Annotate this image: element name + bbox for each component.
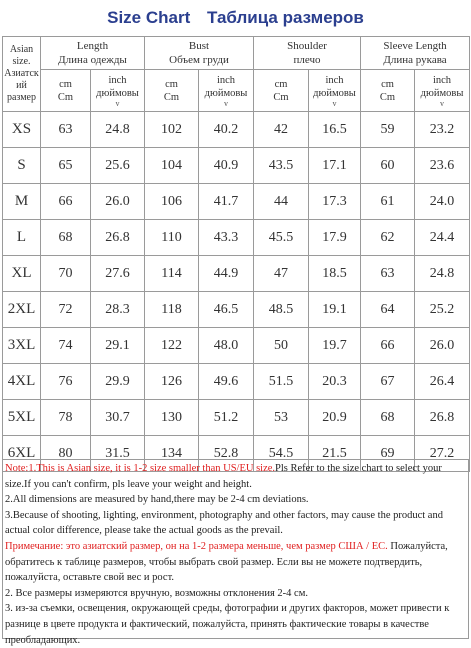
length-header: Length Длина одежды	[41, 37, 145, 70]
value-cell: 41.7	[199, 184, 254, 220]
value-cell: 44	[254, 184, 309, 220]
value-cell: 63	[41, 112, 91, 148]
size-cell: 3XL	[3, 328, 41, 364]
value-cell: 42	[254, 112, 309, 148]
value-cell: 21.5	[309, 436, 361, 472]
value-cell: 28.3	[91, 292, 145, 328]
value-cell: 17.3	[309, 184, 361, 220]
value-cell: 16.5	[309, 112, 361, 148]
unit-cm-cell: cm Cm	[41, 70, 91, 112]
value-cell: 110	[145, 220, 199, 256]
value-cell: 72	[41, 292, 91, 328]
value-cell: 134	[145, 436, 199, 472]
size-cell: M	[3, 184, 41, 220]
value-cell: 46.5	[199, 292, 254, 328]
unit-cm-cell: cm Cm	[145, 70, 199, 112]
title-en: Size Chart	[107, 8, 191, 27]
note-ru-3: 3. из-за съемки, освещения, окружающей среды, фотографии и других факторов, может привести к разнице в цвете продукта и фактический, пожалуйста, принять фактические товары в качестве преобладающих.	[5, 603, 450, 646]
value-cell: 24.4	[415, 220, 470, 256]
chevron-down-icon: v	[332, 98, 337, 108]
table-row	[3, 184, 470, 220]
note-en-2: 2.All dimensions are measured by hand,there may be 2-4 cm deviations.	[5, 494, 309, 506]
value-cell: 26.0	[91, 184, 145, 220]
value-cell: 25.6	[91, 148, 145, 184]
size-cell: L	[3, 220, 41, 256]
value-cell: 29.9	[91, 364, 145, 400]
value-cell: 70	[41, 256, 91, 292]
value-cell: 69	[361, 436, 415, 472]
value-cell: 126	[145, 364, 199, 400]
value-cell: 18.5	[309, 256, 361, 292]
table-row	[3, 400, 470, 436]
table-row	[3, 220, 470, 256]
value-cell: 102	[145, 112, 199, 148]
table-row	[3, 292, 470, 328]
value-cell: 106	[145, 184, 199, 220]
chart-title	[0, 0, 471, 36]
value-cell: 23.2	[415, 112, 470, 148]
size-cell: XL	[3, 256, 41, 292]
value-cell: 40.9	[199, 148, 254, 184]
unit-cm-cell: cm Cm	[254, 70, 309, 112]
table-row	[3, 328, 470, 364]
value-cell: 26.8	[91, 220, 145, 256]
size-table	[2, 36, 470, 472]
value-cell: 49.6	[199, 364, 254, 400]
value-cell: 78	[41, 400, 91, 436]
value-cell: 45.5	[254, 220, 309, 256]
value-cell: 40.2	[199, 112, 254, 148]
value-cell: 76	[41, 364, 91, 400]
value-cell: 59	[361, 112, 415, 148]
value-cell: 27.2	[415, 436, 470, 472]
value-cell: 31.5	[91, 436, 145, 472]
value-cell: 24.8	[415, 256, 470, 292]
note-ru-1: Примечание: это азиатский размер, он на 1-2 размера меньше, чем размер США / ЕС. Пожалуйста, обратитесь к таблице размеров, чтобы выбрать свой размер. Если вы не можете подтвердить, пожалуйста, оставьте свой вес и рост.	[5, 540, 448, 584]
value-cell: 63	[361, 256, 415, 292]
value-cell: 17.9	[309, 220, 361, 256]
size-cell: 2XL	[3, 292, 41, 328]
table-row	[3, 364, 470, 400]
size-cell: 5XL	[3, 400, 41, 436]
value-cell: 60	[361, 148, 415, 184]
unit-inch-cell: inch дюймовы v	[91, 70, 145, 112]
value-cell: 66	[361, 328, 415, 364]
value-cell: 19.1	[309, 292, 361, 328]
value-cell: 68	[361, 400, 415, 436]
value-cell: 80	[41, 436, 91, 472]
shoulder-header: Shoulder плечо	[254, 37, 361, 70]
value-cell: 51.2	[199, 400, 254, 436]
value-cell: 30.7	[91, 400, 145, 436]
unit-inch-cell: inch дюймовы v	[309, 70, 361, 112]
value-cell: 24.0	[415, 184, 470, 220]
value-cell: 26.4	[415, 364, 470, 400]
value-cell: 104	[145, 148, 199, 184]
value-cell: 74	[41, 328, 91, 364]
value-cell: 118	[145, 292, 199, 328]
value-cell: 48.0	[199, 328, 254, 364]
value-cell: 53	[254, 400, 309, 436]
table-body	[3, 112, 470, 472]
value-cell: 122	[145, 328, 199, 364]
value-cell: 20.9	[309, 400, 361, 436]
bust-header: Bust Объем груди	[145, 37, 254, 70]
value-cell: 52.8	[199, 436, 254, 472]
value-cell: 66	[41, 184, 91, 220]
title-ru: Таблица размеров	[206, 8, 364, 27]
value-cell: 64	[361, 292, 415, 328]
header-unit-row	[3, 70, 470, 112]
table-row	[3, 112, 470, 148]
size-cell: XS	[3, 112, 41, 148]
table-row	[3, 256, 470, 292]
value-cell: 48.5	[254, 292, 309, 328]
unit-inch-cell: inch дюймовы v	[199, 70, 254, 112]
unit-inch-cell: inch дюймовы v	[415, 70, 470, 112]
size-cell: S	[3, 148, 41, 184]
value-cell: 51.5	[254, 364, 309, 400]
size-cell: 6XL	[3, 436, 41, 472]
value-cell: 50	[254, 328, 309, 364]
value-cell: 24.8	[91, 112, 145, 148]
size-header-cell: Asian size. Азиатск ий размер	[3, 37, 41, 112]
value-cell: 65	[41, 148, 91, 184]
value-cell: 43.5	[254, 148, 309, 184]
note-en-1: Note:1.This is Asian size, it is 1-2 size smaller than US/EU size.Pls Refer to the size chart to select your size.If you can't confirm, pls leave your weight and height.	[5, 463, 442, 490]
chevron-down-icon: v	[224, 98, 228, 108]
value-cell: 19.7	[309, 328, 361, 364]
sleeve-length-header: Sleeve Length Длина рукава	[361, 37, 470, 70]
value-cell: 27.6	[91, 256, 145, 292]
value-cell: 61	[361, 184, 415, 220]
note-ru-2: 2. Все размеры измеряются вручную, возможны отклонения 2-4 см.	[5, 587, 308, 599]
value-cell: 68	[41, 220, 91, 256]
notes-panel	[2, 459, 469, 646]
size-cell: 4XL	[3, 364, 41, 400]
note-en-3: 3.Because of shooting, lighting, environment, photography and other factors, may cause the product and actual color difference, please take the actual goods as the prevail.	[5, 509, 443, 537]
value-cell: 54.5	[254, 436, 309, 472]
value-cell: 43.3	[199, 220, 254, 256]
value-cell: 17.1	[309, 148, 361, 184]
value-cell: 67	[361, 364, 415, 400]
value-cell: 26.8	[415, 400, 470, 436]
value-cell: 114	[145, 256, 199, 292]
value-cell: 29.1	[91, 328, 145, 364]
header-group-row	[3, 37, 470, 70]
table-row	[3, 148, 470, 184]
value-cell: 130	[145, 400, 199, 436]
value-cell: 47	[254, 256, 309, 292]
value-cell: 44.9	[199, 256, 254, 292]
chevron-down-icon: v	[440, 98, 445, 108]
value-cell: 62	[361, 220, 415, 256]
value-cell: 26.0	[415, 328, 470, 364]
value-cell: 25.2	[415, 292, 470, 328]
value-cell: 20.3	[309, 364, 361, 400]
chevron-down-icon: v	[115, 98, 120, 108]
value-cell: 23.6	[415, 148, 470, 184]
unit-cm-cell: cm Cm	[361, 70, 415, 112]
